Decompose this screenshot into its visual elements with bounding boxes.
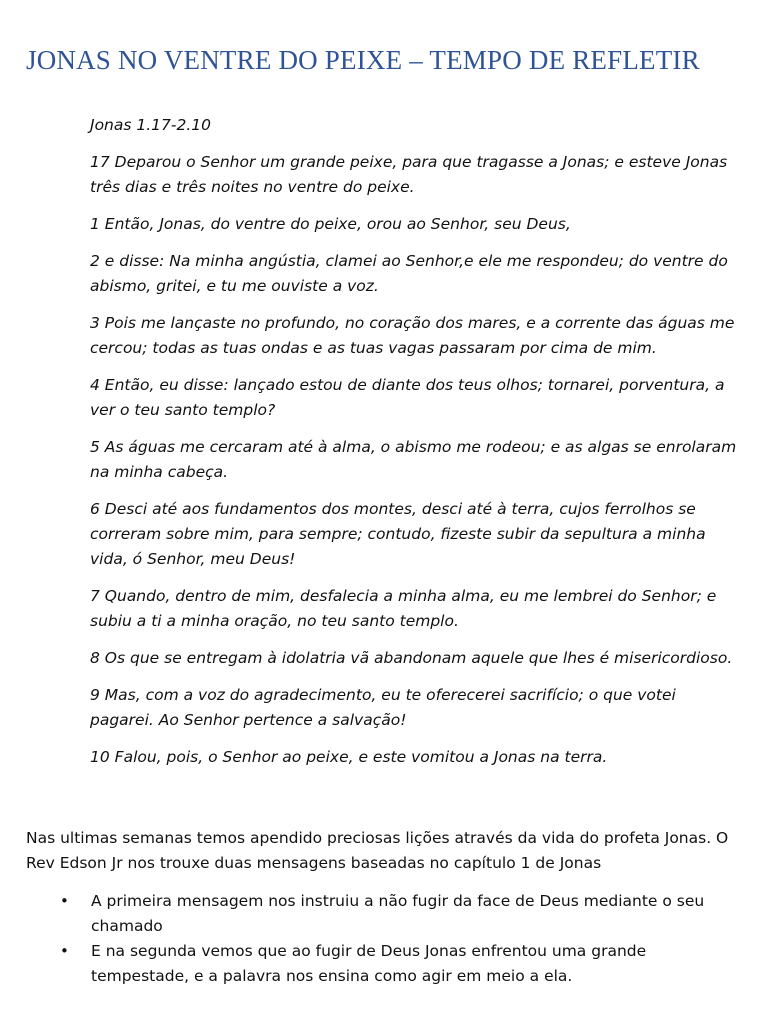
verse-paragraph: 1 Então, Jonas, do ventre do peixe, orou ao Senhor, seu Deus, [90,215,571,233]
list-item [26,939,746,989]
intro-paragraph: Nas ultimas semanas temos apendido preciosas lições através da vida do profeta Jonas. O Rev Edson Jr nos trouxe duas mensagens baseadas no capítulo 1 de Jonas [26,829,729,872]
verse-paragraph: 7 Quando, dentro de mim, desfalecia a minha alma, eu me lembrei do Senhor; e subiu a ti a minha oração, no teu santo templo. [90,587,717,630]
verse-paragraph: 6 Desci até aos fundamentos dos montes, desci até à terra, cujos ferrolhos se correram sobre mim, para sempre; contudo, fizeste subir da sepultura a minha vida, ó Senhor, meu Deus! [90,500,706,568]
commentary-section [26,826,746,989]
bullet-icon: • [60,892,69,910]
scripture-passage [90,113,740,782]
verse-paragraph: 3 Pois me lançaste no profundo, no coração dos mares, e a corrente das águas me cercou; todas as tuas ondas e as tuas vagas passaram por cima de mim. [90,314,735,357]
document-title: JONAS NO VENTRE DO PEIXE – TEMPO DE REFLETIR [26,45,700,75]
verse-paragraph: 2 e disse: Na minha angústia, clamei ao Senhor,e ele me respondeu; do ventre do abismo, gritei, e tu me ouviste a voz. [90,252,728,295]
verse-paragraph: 4 Então, eu disse: lançado estou de diante dos teus olhos; tornarei, porventura, a ver o teu santo templo? [90,376,725,419]
bullet-list [26,889,746,989]
verse-paragraph: 17 Deparou o Senhor um grande peixe, para que tragasse a Jonas; e esteve Jonas três dias e três noites no ventre do peixe. [90,153,728,196]
list-item-text: E na segunda vemos que ao fugir de Deus Jonas enfrentou uma grande tempestade, e a palavra nos ensina como agir em meio a ela. [91,942,647,985]
scripture-reference: Jonas 1.17-2.10 [90,116,211,134]
verse-paragraph: 10 Falou, pois, o Senhor ao peixe, e este vomitou a Jonas na terra. [90,748,608,766]
verse-paragraph: 5 As águas me cercaram até à alma, o abismo me rodeou; e as algas se enrolaram na minha cabeça. [90,438,737,481]
list-item [26,889,746,939]
bullet-icon: • [60,942,69,960]
verse-paragraph: 9 Mas, com a voz do agradecimento, eu te oferecerei sacrifício; o que votei pagarei. Ao Senhor pertence a salvação! [90,686,676,729]
verse-paragraph: 8 Os que se entregam à idolatria vã abandonam aquele que lhes é misericordioso. [90,649,733,667]
list-item-text: A primeira mensagem nos instruiu a não fugir da face de Deus mediante o seu chamado [91,892,705,935]
